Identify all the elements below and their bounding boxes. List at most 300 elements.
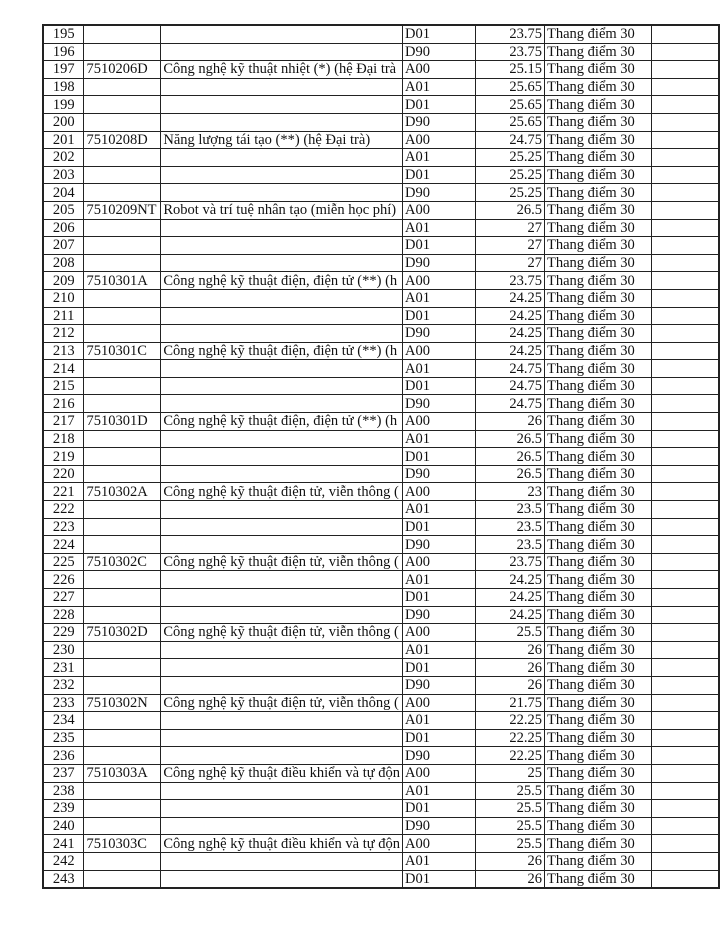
cutoff-score-cell: 27 [476, 219, 545, 237]
subject-combo-cell: A01 [402, 641, 475, 659]
row-number-cell: 214 [43, 360, 84, 378]
score-scale-cell: Thang điểm 30 [545, 676, 652, 694]
table-row [43, 219, 719, 237]
table-row [43, 325, 719, 343]
note-cell [652, 342, 719, 360]
row-number-cell: 195 [43, 25, 84, 43]
major-code-cell: 7510303A [84, 764, 161, 782]
row-number-cell: 205 [43, 201, 84, 219]
score-scale-cell: Thang điểm 30 [545, 747, 652, 765]
row-number-cell: 209 [43, 272, 84, 290]
table-row [43, 25, 719, 43]
cutoff-score-cell: 25.65 [476, 78, 545, 96]
score-scale-cell: Thang điểm 30 [545, 624, 652, 642]
cutoff-score-cell: 27 [476, 237, 545, 255]
cutoff-score-cell: 22.25 [476, 747, 545, 765]
table-row [43, 835, 719, 853]
subject-combo-cell: A00 [402, 201, 475, 219]
major-code-cell [84, 536, 161, 554]
major-code-cell [84, 254, 161, 272]
row-number-cell: 196 [43, 43, 84, 61]
subject-combo-cell: D01 [402, 870, 475, 888]
score-scale-cell: Thang điểm 30 [545, 149, 652, 167]
cutoff-score-cell: 26.5 [476, 430, 545, 448]
row-number-cell: 203 [43, 166, 84, 184]
cutoff-score-cell: 23.75 [476, 25, 545, 43]
table-body [43, 25, 719, 888]
table-row [43, 553, 719, 571]
score-scale-cell: Thang điểm 30 [545, 184, 652, 202]
major-name-cell [161, 325, 403, 343]
major-name-cell [161, 166, 403, 184]
table-row [43, 395, 719, 413]
note-cell [652, 501, 719, 519]
subject-combo-cell: D90 [402, 43, 475, 61]
subject-combo-cell: D90 [402, 465, 475, 483]
score-scale-cell: Thang điểm 30 [545, 536, 652, 554]
major-code-cell [84, 360, 161, 378]
row-number-cell: 235 [43, 729, 84, 747]
major-name-cell [161, 43, 403, 61]
subject-combo-cell: D01 [402, 518, 475, 536]
major-name-cell [161, 149, 403, 167]
table-row [43, 289, 719, 307]
note-cell [652, 835, 719, 853]
subject-combo-cell: A00 [402, 835, 475, 853]
table-row [43, 43, 719, 61]
cutoff-score-cell: 21.75 [476, 694, 545, 712]
subject-combo-cell: D90 [402, 676, 475, 694]
row-number-cell: 201 [43, 131, 84, 149]
major-name-cell [161, 377, 403, 395]
note-cell [652, 78, 719, 96]
subject-combo-cell: D01 [402, 96, 475, 114]
table-row [43, 606, 719, 624]
cutoff-score-cell: 23.75 [476, 553, 545, 571]
major-code-cell: 7510302N [84, 694, 161, 712]
cutoff-score-cell: 25.5 [476, 835, 545, 853]
table-row [43, 96, 719, 114]
score-scale-cell: Thang điểm 30 [545, 166, 652, 184]
note-cell [652, 817, 719, 835]
table-row [43, 61, 719, 79]
cutoff-score-cell: 22.25 [476, 712, 545, 730]
note-cell [652, 184, 719, 202]
major-code-cell [84, 149, 161, 167]
table-row [43, 166, 719, 184]
score-scale-cell: Thang điểm 30 [545, 413, 652, 431]
major-name-cell [161, 289, 403, 307]
score-scale-cell: Thang điểm 30 [545, 201, 652, 219]
subject-combo-cell: D01 [402, 25, 475, 43]
subject-combo-cell: D90 [402, 606, 475, 624]
major-code-cell: 7510209NT [84, 201, 161, 219]
table-row [43, 149, 719, 167]
major-code-cell: 7510302D [84, 624, 161, 642]
table-row [43, 360, 719, 378]
note-cell [652, 641, 719, 659]
major-name-cell [161, 641, 403, 659]
major-name-cell [161, 852, 403, 870]
major-name-cell [161, 518, 403, 536]
score-scale-cell: Thang điểm 30 [545, 325, 652, 343]
table-row [43, 817, 719, 835]
major-code-cell [84, 307, 161, 325]
note-cell [652, 659, 719, 677]
note-cell [652, 25, 719, 43]
subject-combo-cell: A01 [402, 571, 475, 589]
row-number-cell: 239 [43, 800, 84, 818]
row-number-cell: 234 [43, 712, 84, 730]
row-number-cell: 207 [43, 237, 84, 255]
subject-combo-cell: A01 [402, 360, 475, 378]
note-cell [652, 61, 719, 79]
major-name-cell [161, 360, 403, 378]
major-name-cell: Công nghệ kỹ thuật nhiệt (*) (hệ Đại trà [161, 61, 403, 79]
subject-combo-cell: A00 [402, 61, 475, 79]
subject-combo-cell: A00 [402, 413, 475, 431]
note-cell [652, 325, 719, 343]
table-row [43, 571, 719, 589]
row-number-cell: 233 [43, 694, 84, 712]
table-row [43, 377, 719, 395]
major-code-cell [84, 43, 161, 61]
note-cell [652, 395, 719, 413]
score-scale-cell: Thang điểm 30 [545, 61, 652, 79]
row-number-cell: 213 [43, 342, 84, 360]
note-cell [652, 624, 719, 642]
note-cell [652, 553, 719, 571]
subject-combo-cell: A01 [402, 782, 475, 800]
major-code-cell [84, 166, 161, 184]
row-number-cell: 220 [43, 465, 84, 483]
major-name-cell: Công nghệ kỹ thuật điều khiển và tự độn [161, 764, 403, 782]
major-code-cell [84, 571, 161, 589]
cutoff-score-cell: 26 [476, 641, 545, 659]
note-cell [652, 149, 719, 167]
subject-combo-cell: A00 [402, 483, 475, 501]
note-cell [652, 589, 719, 607]
major-name-cell [161, 184, 403, 202]
note-cell [652, 289, 719, 307]
major-name-cell [161, 571, 403, 589]
major-name-cell [161, 606, 403, 624]
major-code-cell: 7510301D [84, 413, 161, 431]
row-number-cell: 198 [43, 78, 84, 96]
subject-combo-cell: D01 [402, 729, 475, 747]
note-cell [652, 676, 719, 694]
note-cell [652, 201, 719, 219]
score-scale-cell: Thang điểm 30 [545, 465, 652, 483]
row-number-cell: 217 [43, 413, 84, 431]
major-name-cell [161, 113, 403, 131]
cutoff-score-cell: 24.25 [476, 289, 545, 307]
row-number-cell: 240 [43, 817, 84, 835]
subject-combo-cell: A01 [402, 78, 475, 96]
major-code-cell [84, 325, 161, 343]
major-name-cell: Công nghệ kỹ thuật điện, điện tử (**) (h [161, 342, 403, 360]
major-name-cell [161, 747, 403, 765]
major-code-cell [84, 430, 161, 448]
major-code-cell [84, 606, 161, 624]
score-scale-cell: Thang điểm 30 [545, 553, 652, 571]
major-name-cell [161, 589, 403, 607]
score-scale-cell: Thang điểm 30 [545, 78, 652, 96]
major-name-cell [161, 465, 403, 483]
table-row [43, 254, 719, 272]
note-cell [652, 272, 719, 290]
major-name-cell [161, 501, 403, 519]
major-name-cell [161, 870, 403, 888]
row-number-cell: 236 [43, 747, 84, 765]
note-cell [652, 219, 719, 237]
note-cell [652, 518, 719, 536]
cutoff-score-cell: 24.25 [476, 589, 545, 607]
subject-combo-cell: D90 [402, 395, 475, 413]
score-scale-cell: Thang điểm 30 [545, 606, 652, 624]
table-row [43, 113, 719, 131]
row-number-cell: 237 [43, 764, 84, 782]
cutoff-score-cell: 25.5 [476, 817, 545, 835]
table-row [43, 641, 719, 659]
subject-combo-cell: D01 [402, 448, 475, 466]
major-code-cell: 7510302C [84, 553, 161, 571]
note-cell [652, 96, 719, 114]
cutoff-score-cell: 25.15 [476, 61, 545, 79]
note-cell [652, 712, 719, 730]
row-number-cell: 210 [43, 289, 84, 307]
cutoff-score-cell: 26 [476, 413, 545, 431]
table-row [43, 430, 719, 448]
row-number-cell: 216 [43, 395, 84, 413]
subject-combo-cell: A00 [402, 624, 475, 642]
cutoff-score-cell: 26 [476, 870, 545, 888]
cutoff-score-cell: 24.75 [476, 377, 545, 395]
major-code-cell [84, 870, 161, 888]
table-row [43, 448, 719, 466]
note-cell [652, 465, 719, 483]
row-number-cell: 229 [43, 624, 84, 642]
table-row [43, 589, 719, 607]
subject-combo-cell: D01 [402, 800, 475, 818]
subject-combo-cell: D90 [402, 113, 475, 131]
score-scale-cell: Thang điểm 30 [545, 817, 652, 835]
note-cell [652, 782, 719, 800]
cutoff-score-cell: 24.25 [476, 342, 545, 360]
table-row [43, 782, 719, 800]
row-number-cell: 243 [43, 870, 84, 888]
row-number-cell: 227 [43, 589, 84, 607]
cutoff-score-cell: 25.25 [476, 149, 545, 167]
score-scale-cell: Thang điểm 30 [545, 764, 652, 782]
score-scale-cell: Thang điểm 30 [545, 43, 652, 61]
subject-combo-cell: D90 [402, 325, 475, 343]
subject-combo-cell: A00 [402, 131, 475, 149]
cutoff-score-cell: 26.5 [476, 201, 545, 219]
row-number-cell: 232 [43, 676, 84, 694]
major-code-cell [84, 676, 161, 694]
major-name-cell [161, 395, 403, 413]
subject-combo-cell: D90 [402, 254, 475, 272]
cutoff-score-cell: 25.5 [476, 800, 545, 818]
row-number-cell: 242 [43, 852, 84, 870]
row-number-cell: 218 [43, 430, 84, 448]
major-code-cell [84, 712, 161, 730]
major-code-cell [84, 113, 161, 131]
score-scale-cell: Thang điểm 30 [545, 307, 652, 325]
row-number-cell: 223 [43, 518, 84, 536]
score-scale-cell: Thang điểm 30 [545, 131, 652, 149]
note-cell [652, 800, 719, 818]
score-scale-cell: Thang điểm 30 [545, 729, 652, 747]
subject-combo-cell: D90 [402, 184, 475, 202]
major-name-cell: Công nghệ kỹ thuật điện tử, viễn thông ( [161, 553, 403, 571]
cutoff-score-cell: 25.25 [476, 166, 545, 184]
major-code-cell [84, 747, 161, 765]
row-number-cell: 204 [43, 184, 84, 202]
note-cell [652, 606, 719, 624]
cutoff-score-cell: 26 [476, 676, 545, 694]
note-cell [652, 747, 719, 765]
subject-combo-cell: D01 [402, 166, 475, 184]
major-code-cell [84, 852, 161, 870]
cutoff-score-cell: 24.75 [476, 395, 545, 413]
cutoff-score-cell: 25.65 [476, 113, 545, 131]
row-number-cell: 225 [43, 553, 84, 571]
table-row [43, 307, 719, 325]
subject-combo-cell: A00 [402, 342, 475, 360]
score-scale-cell: Thang điểm 30 [545, 571, 652, 589]
major-name-cell [161, 536, 403, 554]
subject-combo-cell: D01 [402, 237, 475, 255]
major-name-cell [161, 676, 403, 694]
row-number-cell: 202 [43, 149, 84, 167]
table-row [43, 676, 719, 694]
note-cell [652, 360, 719, 378]
table-row [43, 729, 719, 747]
note-cell [652, 307, 719, 325]
table-row [43, 870, 719, 888]
major-code-cell: 7510301A [84, 272, 161, 290]
score-scale-cell: Thang điểm 30 [545, 641, 652, 659]
note-cell [652, 43, 719, 61]
subject-combo-cell: D01 [402, 307, 475, 325]
major-name-cell [161, 307, 403, 325]
score-scale-cell: Thang điểm 30 [545, 589, 652, 607]
major-name-cell [161, 219, 403, 237]
note-cell [652, 870, 719, 888]
admission-score-table [42, 24, 720, 889]
row-number-cell: 211 [43, 307, 84, 325]
major-code-cell [84, 729, 161, 747]
major-name-cell: Năng lượng tái tạo (**) (hệ Đại trà) [161, 131, 403, 149]
major-name-cell: Công nghệ kỹ thuật điện tử, viễn thông ( [161, 694, 403, 712]
note-cell [652, 166, 719, 184]
major-code-cell [84, 25, 161, 43]
row-number-cell: 200 [43, 113, 84, 131]
table-row [43, 694, 719, 712]
cutoff-score-cell: 23 [476, 483, 545, 501]
major-code-cell: 7510301C [84, 342, 161, 360]
major-code-cell [84, 96, 161, 114]
score-scale-cell: Thang điểm 30 [545, 219, 652, 237]
major-code-cell [84, 78, 161, 96]
row-number-cell: 226 [43, 571, 84, 589]
score-scale-cell: Thang điểm 30 [545, 113, 652, 131]
row-number-cell: 212 [43, 325, 84, 343]
score-scale-cell: Thang điểm 30 [545, 659, 652, 677]
major-name-cell [161, 430, 403, 448]
note-cell [652, 377, 719, 395]
row-number-cell: 231 [43, 659, 84, 677]
table-row [43, 413, 719, 431]
major-code-cell [84, 448, 161, 466]
cutoff-score-cell: 26.5 [476, 465, 545, 483]
table-row [43, 712, 719, 730]
major-code-cell [84, 395, 161, 413]
subject-combo-cell: A01 [402, 501, 475, 519]
major-name-cell: Công nghệ kỹ thuật điện, điện tử (**) (h [161, 413, 403, 431]
score-scale-cell: Thang điểm 30 [545, 342, 652, 360]
major-name-cell [161, 712, 403, 730]
major-name-cell: Công nghệ kỹ thuật điện tử, viễn thông ( [161, 624, 403, 642]
row-number-cell: 224 [43, 536, 84, 554]
subject-combo-cell: A01 [402, 219, 475, 237]
table-row [43, 659, 719, 677]
score-scale-cell: Thang điểm 30 [545, 800, 652, 818]
major-name-cell [161, 25, 403, 43]
note-cell [652, 764, 719, 782]
subject-combo-cell: D90 [402, 536, 475, 554]
subject-combo-cell: D01 [402, 589, 475, 607]
note-cell [652, 237, 719, 255]
major-code-cell [84, 817, 161, 835]
score-scale-cell: Thang điểm 30 [545, 272, 652, 290]
subject-combo-cell: A00 [402, 553, 475, 571]
subject-combo-cell: D90 [402, 747, 475, 765]
cutoff-score-cell: 24.25 [476, 325, 545, 343]
major-code-cell [84, 518, 161, 536]
table-row [43, 272, 719, 290]
major-name-cell [161, 237, 403, 255]
score-scale-cell: Thang điểm 30 [545, 870, 652, 888]
cutoff-score-cell: 23.5 [476, 536, 545, 554]
score-scale-cell: Thang điểm 30 [545, 694, 652, 712]
major-code-cell: 7510208D [84, 131, 161, 149]
cutoff-score-cell: 24.25 [476, 307, 545, 325]
cutoff-score-cell: 26.5 [476, 448, 545, 466]
major-code-cell: 7510206D [84, 61, 161, 79]
major-code-cell [84, 289, 161, 307]
row-number-cell: 219 [43, 448, 84, 466]
note-cell [652, 254, 719, 272]
major-name-cell [161, 817, 403, 835]
major-code-cell [84, 641, 161, 659]
cutoff-score-cell: 23.75 [476, 272, 545, 290]
subject-combo-cell: A01 [402, 852, 475, 870]
major-name-cell [161, 659, 403, 677]
score-scale-cell: Thang điểm 30 [545, 96, 652, 114]
cutoff-score-cell: 25 [476, 764, 545, 782]
score-scale-cell: Thang điểm 30 [545, 518, 652, 536]
major-code-cell [84, 465, 161, 483]
cutoff-score-cell: 23.5 [476, 518, 545, 536]
table-row [43, 237, 719, 255]
major-code-cell: 7510302A [84, 483, 161, 501]
table-row [43, 201, 719, 219]
table-row [43, 764, 719, 782]
table-row [43, 747, 719, 765]
